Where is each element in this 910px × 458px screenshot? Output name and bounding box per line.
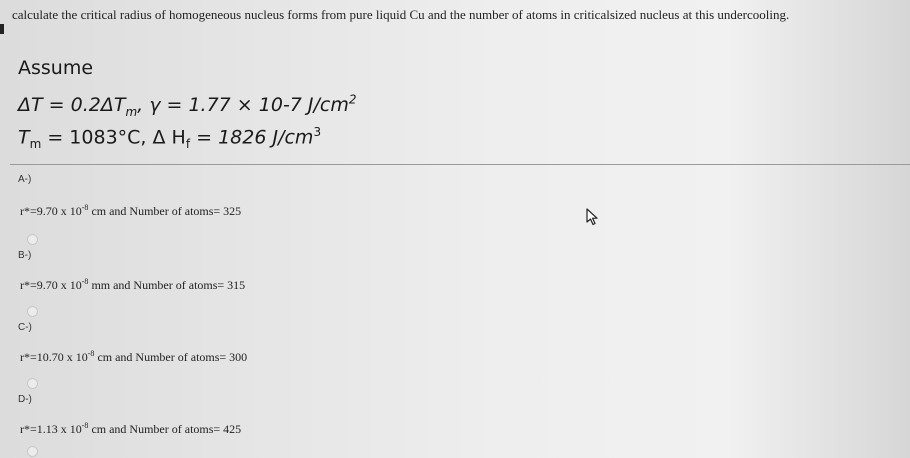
- option-c-radio[interactable]: [27, 306, 38, 317]
- option-a-text[interactable]: [20, 203, 241, 219]
- melting-symbol: T: [18, 126, 30, 149]
- option-a-letter: A-): [18, 174, 32, 185]
- option-b-suffix: mm and Number of atoms= 315: [88, 278, 246, 292]
- question-text: calculate the critical radius of homogeneous nucleus forms from pure liquid Cu and the number of atoms in criticalsized nucleus at this undercooling.: [12, 7, 790, 22]
- option-b-letter: B-): [18, 250, 32, 261]
- option-c-exp: -8: [87, 349, 95, 358]
- undercooling-text: ΔT = 0.2ΔT: [18, 94, 126, 117]
- fusion-sub: f: [185, 137, 191, 152]
- option-c-prefix: r*=10.70 x 10: [20, 350, 88, 364]
- option-b-text[interactable]: [20, 277, 245, 293]
- option-c-letter: C-): [18, 322, 32, 333]
- melting-text: = 1083°C, Δ H: [41, 126, 186, 149]
- option-e-radio[interactable]: [27, 446, 38, 457]
- option-d-exp: -8: [81, 421, 89, 430]
- mouse-pointer-icon: [586, 208, 600, 226]
- option-d-prefix: r*=1.13 x 10: [20, 422, 82, 436]
- option-d-letter: D-): [18, 394, 32, 405]
- option-a-prefix: r*=9.70 x 10: [20, 204, 82, 218]
- option-c-text[interactable]: [20, 349, 247, 365]
- option-b-radio[interactable]: [27, 234, 38, 245]
- option-b-prefix: r*=9.70 x 10: [20, 278, 82, 292]
- option-d-suffix: cm and Number of atoms= 425: [88, 422, 242, 436]
- given-heading: Assume: [18, 57, 94, 79]
- fusion-sup: 3: [313, 125, 322, 139]
- option-a-exp: -8: [81, 203, 89, 212]
- option-b-exp: -8: [81, 277, 89, 286]
- fusion-text: = 1826 J/cm: [190, 126, 314, 149]
- option-c-suffix: cm and Number of atoms= 300: [94, 350, 248, 364]
- option-d-radio[interactable]: [27, 378, 38, 389]
- option-a-suffix: cm and Number of atoms= 325: [88, 204, 242, 218]
- undercooling-sub: m: [125, 105, 138, 120]
- melting-sub: m: [29, 137, 42, 152]
- surface-energy-text: , γ = 1.77 × 10-7 J/cm: [137, 94, 349, 117]
- surface-energy-sup: 2: [348, 93, 357, 107]
- option-d-text[interactable]: [20, 421, 241, 437]
